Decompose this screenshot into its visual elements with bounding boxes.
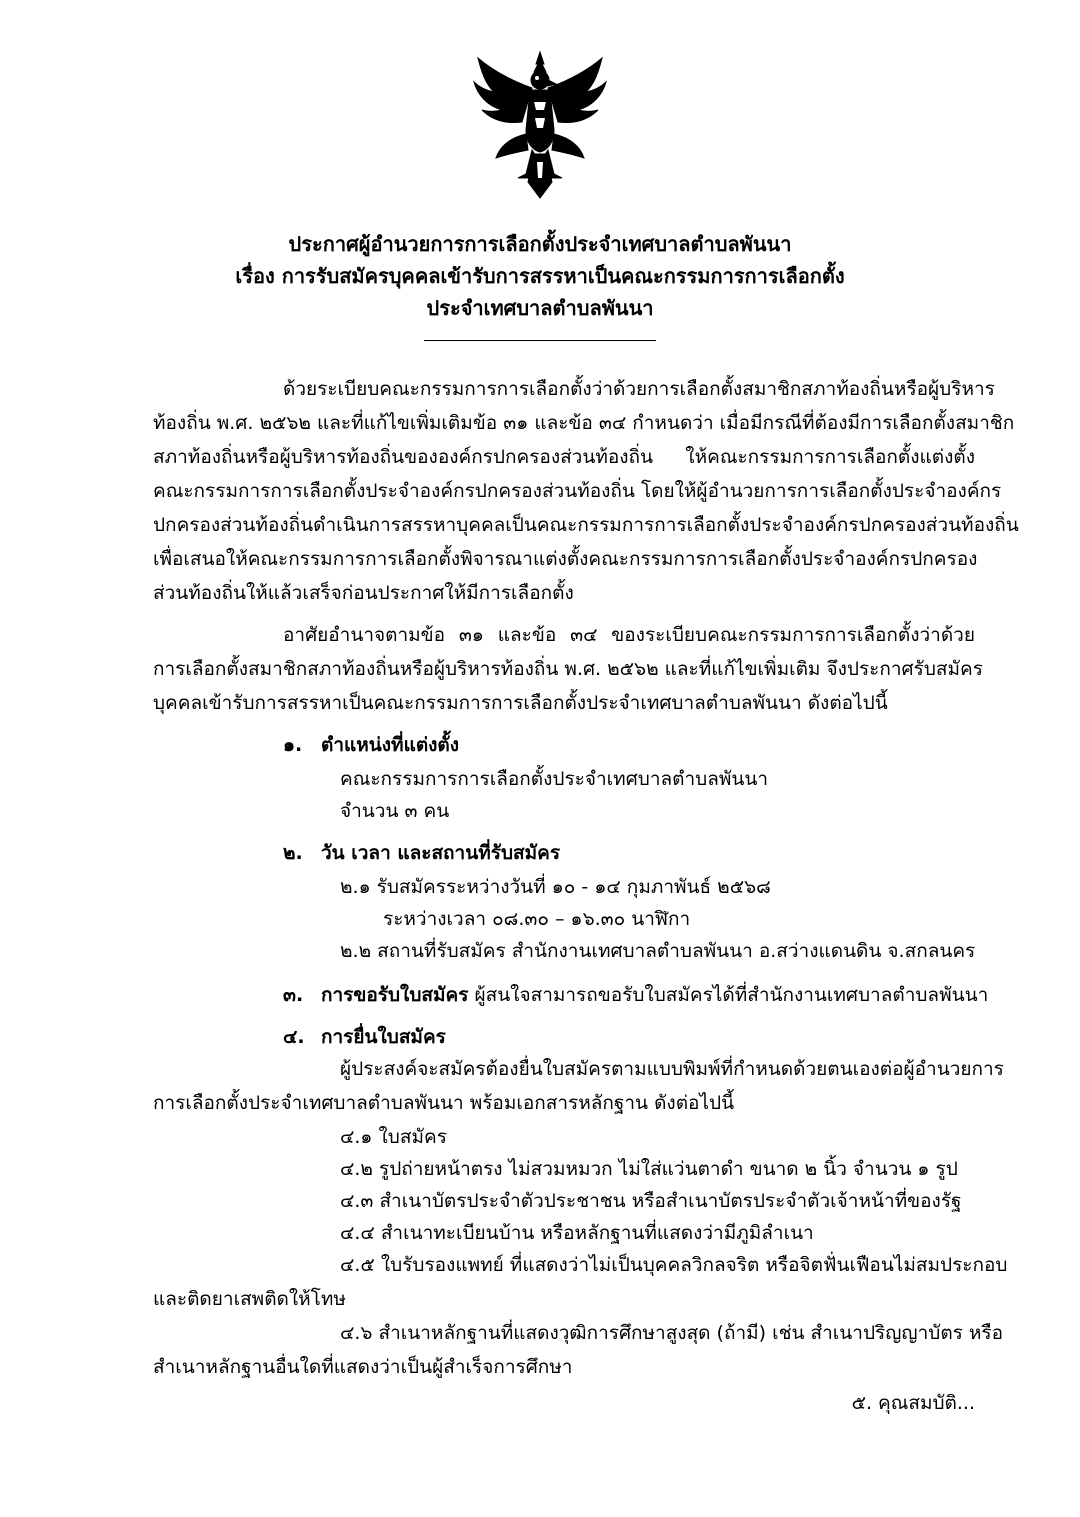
announcement-title	[0, 228, 1080, 341]
document-item-continued: และติดยาเสพติดให้โทษ	[153, 1288, 346, 1310]
section-1-heading	[283, 732, 459, 758]
section-number: ๑.	[283, 734, 303, 756]
section-1-line: คณะกรรมการการเลือกตั้งประจำเทศบาลตำบลพันนา	[340, 768, 769, 790]
document-item: ๔.๒ รูปถ่ายหน้าตรง ไม่สวมหมวก ไม่ใส่แว่นตาดำ ขนาด ๒ นิ้ว จำนวน ๑ รูป	[340, 1158, 958, 1180]
para2-line: การเลือกตั้งสมาชิกสภาท้องถิ่นหรือผู้บริหารท้องถิ่น พ.ศ. ๒๕๖๒ และที่แก้ไขเพิ่มเติม จึงประกาศรับสมัคร	[153, 658, 983, 680]
section-3	[283, 982, 988, 1008]
document-item: ๔.๓ สำเนาบัตรประจำตัวประชาชน หรือสำเนาบัตรประจำตัวเจ้าหน้าที่ของรัฐ	[340, 1190, 962, 1212]
section-4-intro: การเลือกตั้งประจำเทศบาลตำบลพันนา พร้อมเอกสารหลักฐาน ดังต่อไปนี้	[153, 1092, 735, 1114]
section-1-line: จำนวน ๓ คน	[340, 800, 450, 822]
section-2-item: ๒.๒ สถานที่รับสมัคร สำนักงานเทศบาลตำบลพันนา อ.สว่างแดนดิน จ.สกลนคร	[340, 940, 976, 962]
title-line-3: ประจำเทศบาลตำบลพันนา	[426, 296, 654, 320]
section-title: การขอรับใบสมัคร	[321, 984, 469, 1006]
document-item: ๔.๔ สำเนาทะเบียนบ้าน หรือหลักฐานที่แสดงว่ามีภูมิลำเนา	[340, 1222, 814, 1244]
section-title: วัน เวลา และสถานที่รับสมัคร	[321, 842, 561, 864]
para1-line: คณะกรรมการการเลือกตั้งประจำองค์กรปกครองส่วนท้องถิ่น โดยให้ผู้อำนวยการการเลือกตั้งประจำองค์กร	[153, 480, 1002, 502]
document-item: ๔.๕ ใบรับรองแพทย์ ที่แสดงว่าไม่เป็นบุคคลวิกลจริต หรือจิตฟั่นเฟือนไม่สมประกอบ	[340, 1254, 1008, 1276]
section-title: ตำแหน่งที่แต่งตั้ง	[321, 734, 460, 756]
title-divider	[424, 340, 656, 341]
para1-line: ท้องถิ่น พ.ศ. ๒๕๖๒ และที่แก้ไขเพิ่มเติมข้อ ๓๑ และข้อ ๓๔ กำหนดว่า เมื่อมีกรณีที่ต้องมีการเลือกตั้งสมาชิก	[153, 412, 1015, 434]
para1-line: ส่วนท้องถิ่นให้แล้วเสร็จก่อนประกาศให้มีการเลือกตั้ง	[153, 582, 574, 604]
page-continuation: ๕. คุณสมบัติ...	[851, 1392, 975, 1414]
para2-line: อาศัยอำนาจตามข้อ ๓๑ และข้อ ๓๔ ของระเบียบคณะกรรมการการเลือกตั้งว่าด้วย	[283, 624, 975, 646]
section-number: ๔.	[283, 1026, 305, 1048]
para1-line: เพื่อเสนอให้คณะกรรมการการเลือกตั้งพิจารณาแต่งตั้งคณะกรรมการการเลือกตั้งประจำองค์กรปกครอง	[153, 548, 978, 570]
section-number: ๓.	[283, 984, 304, 1006]
garuda-emblem-icon	[470, 50, 610, 200]
title-line-1: ประกาศผู้อำนวยการการเลือกตั้งประจำเทศบาลตำบลพันนา	[288, 232, 792, 256]
title-line-2: เรื่อง การรับสมัครบุคคลเข้ารับการสรรหาเป็นคณะกรรมการการเลือกตั้ง	[235, 264, 845, 288]
section-2-item-time: ระหว่างเวลา ๐๘.๓๐ – ๑๖.๓๐ นาฬิกา	[383, 908, 691, 930]
para1-line: สภาท้องถิ่นหรือผู้บริหารท้องถิ่นขององค์กรปกครองส่วนท้องถิ่น ให้คณะกรรมการการเลือกตั้งแต่งตั้ง	[153, 446, 975, 468]
section-3-text: ผู้สนใจสามารถขอรับใบสมัครได้ที่สำนักงานเทศบาลตำบลพันนา	[474, 984, 989, 1006]
section-4-heading	[283, 1024, 446, 1050]
para1-line: ด้วยระเบียบคณะกรรมการการเลือกตั้งว่าด้วยการเลือกตั้งสมาชิกสภาท้องถิ่นหรือผู้บริหาร	[283, 378, 995, 400]
section-title: การยื่นใบสมัคร	[321, 1026, 446, 1048]
document-item-continued: สำเนาหลักฐานอื่นใดที่แสดงว่าเป็นผู้สำเร็จการศึกษา	[153, 1356, 573, 1378]
section-4-intro: ผู้ประสงค์จะสมัครต้องยื่นใบสมัครตามแบบพิมพ์ที่กำหนดด้วยตนเองต่อผู้อำนวยการ	[340, 1058, 1004, 1080]
section-2-heading	[283, 840, 560, 866]
para1-line: ปกครองส่วนท้องถิ่นดำเนินการสรรหาบุคคลเป็นคณะกรรมการการเลือกตั้งประจำองค์กรปกครองส่วนท้องถิ่น	[153, 514, 1019, 536]
section-2-item: ๒.๑ รับสมัครระหว่างวันที่ ๑๐ - ๑๔ กุมภาพันธ์ ๒๕๖๘	[340, 876, 771, 898]
section-number: ๒.	[283, 842, 303, 864]
document-item: ๔.๖ สำเนาหลักฐานที่แสดงวุฒิการศึกษาสูงสุด (ถ้ามี) เช่น สำเนาปริญญาบัตร หรือ	[340, 1322, 1004, 1344]
para2-line: บุคคลเข้ารับการสรรหาเป็นคณะกรรมการการเลือกตั้งประจำเทศบาลตำบลพันนา ดังต่อไปนี้	[153, 692, 888, 714]
document-item: ๔.๑ ใบสมัคร	[340, 1126, 447, 1148]
